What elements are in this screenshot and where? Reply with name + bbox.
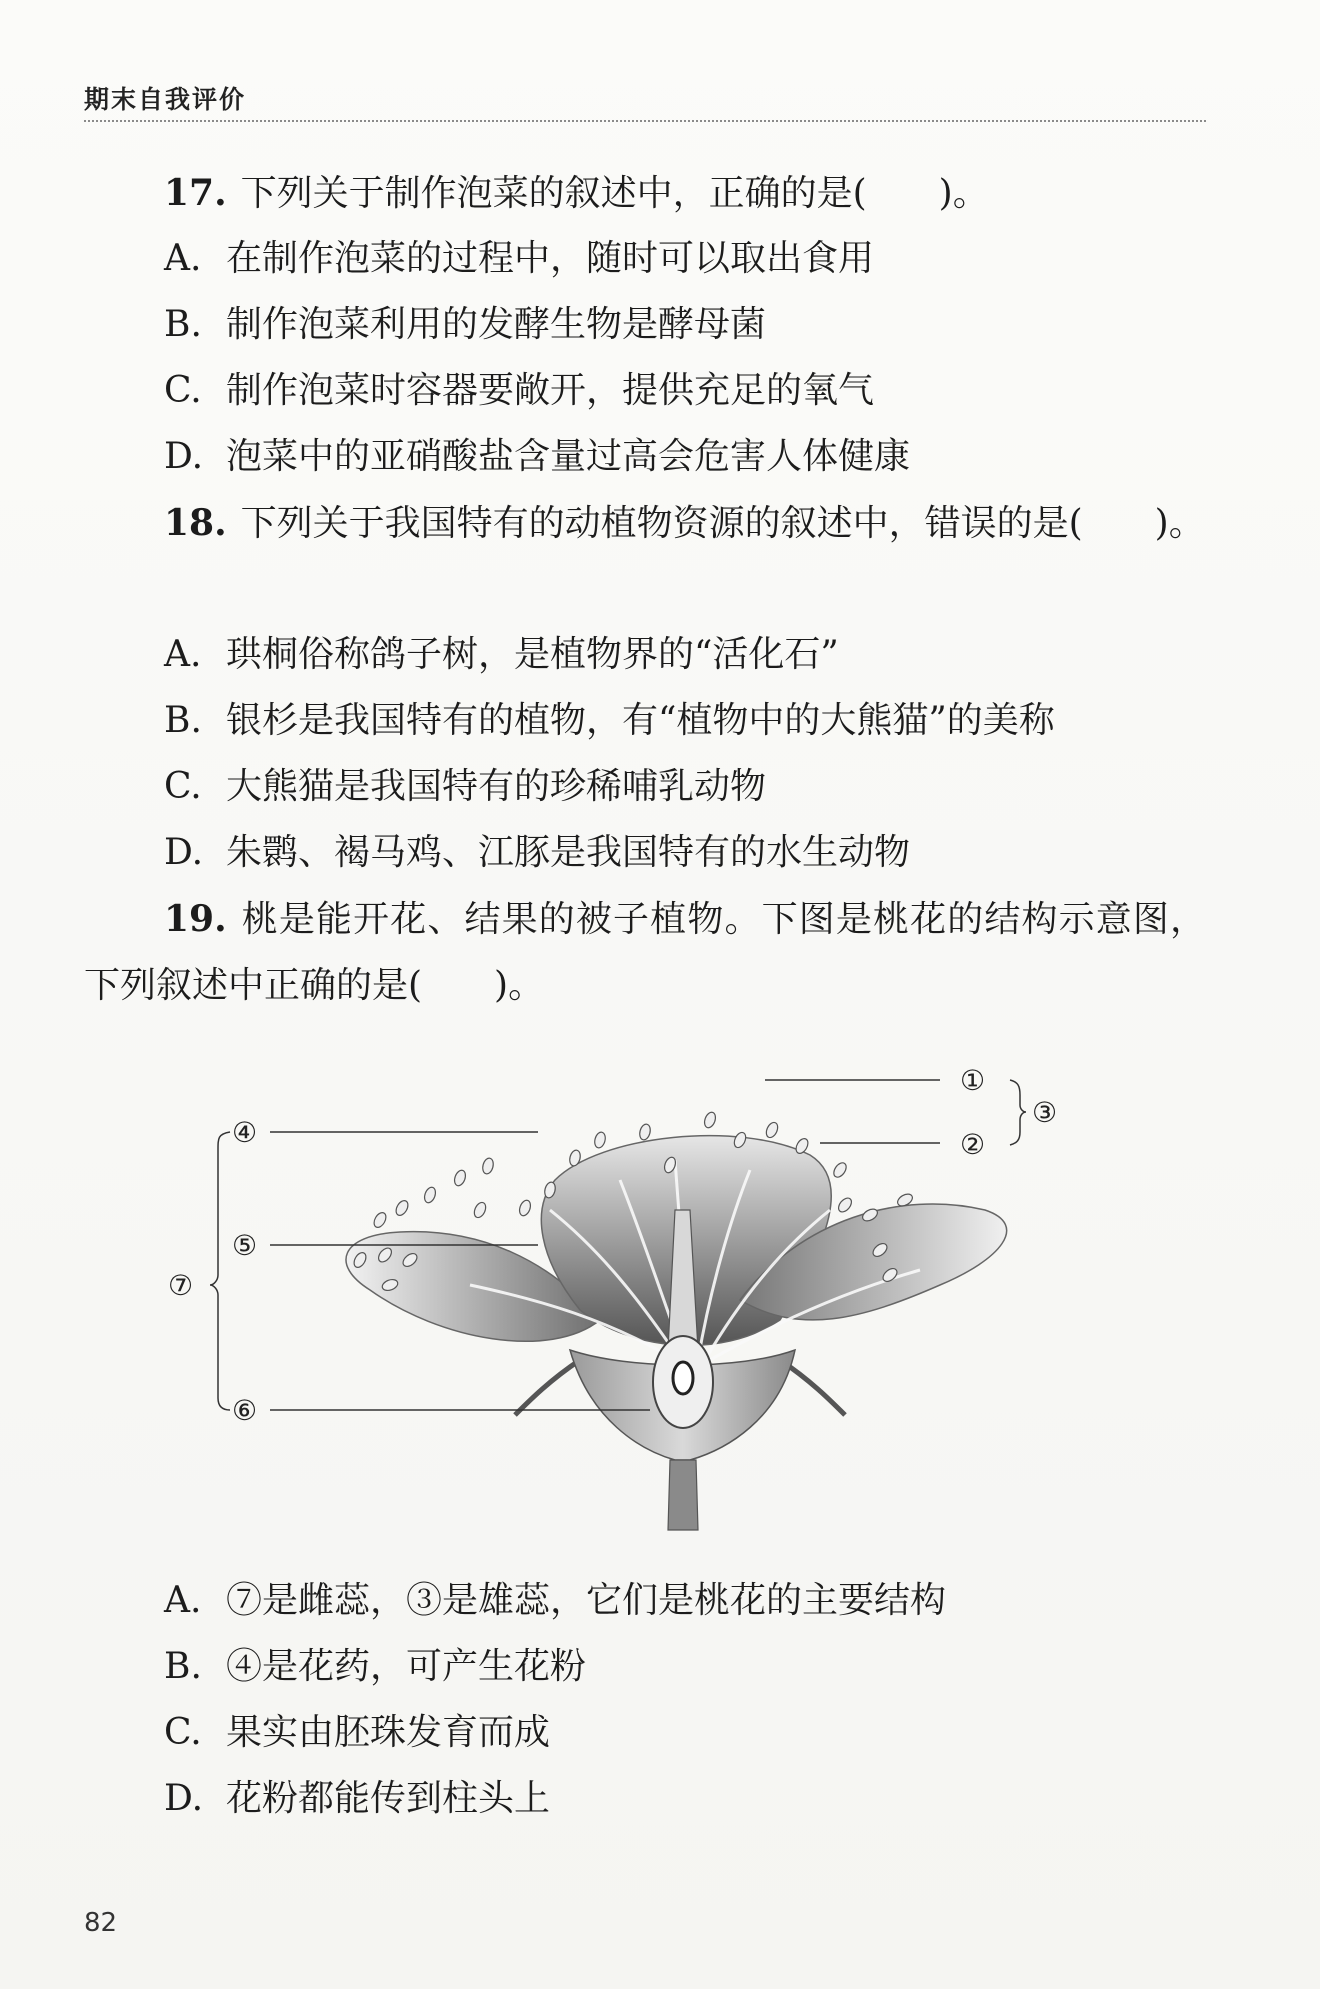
question-18 bbox=[84, 490, 1206, 557]
option-18-d bbox=[164, 820, 910, 886]
option-19-d bbox=[164, 1766, 550, 1832]
option-17-c bbox=[164, 358, 874, 424]
option-letter: A. bbox=[164, 1580, 202, 1621]
option-text: 朱鹮、褐马鸡、江豚是我国特有的水生动物 bbox=[226, 832, 911, 873]
label-3: ③ bbox=[1032, 1096, 1058, 1129]
question-number: 17. bbox=[164, 172, 227, 214]
option-letter: C. bbox=[164, 1712, 202, 1753]
question-stem: 下列关于制作泡菜的叙述中，正确的是( )。 bbox=[240, 173, 989, 214]
option-letter: B. bbox=[164, 1646, 202, 1687]
label-1: ① bbox=[960, 1064, 986, 1097]
question-19 bbox=[84, 886, 1206, 1019]
stem bbox=[668, 1460, 698, 1530]
option-letter: A. bbox=[164, 634, 202, 675]
header-divider bbox=[84, 120, 1206, 122]
label-7: ⑦ bbox=[168, 1269, 194, 1302]
option-letter: C. bbox=[164, 370, 202, 411]
label-6: ⑥ bbox=[232, 1394, 258, 1427]
option-18-b bbox=[164, 688, 1055, 754]
label-4: ④ bbox=[232, 1116, 258, 1149]
option-letter: B. bbox=[164, 304, 202, 345]
option-letter: A. bbox=[164, 238, 202, 279]
question-stem: 下列关于我国特有的动植物资源的叙述中，错误的是( )。 bbox=[240, 503, 1205, 544]
section-header: 期末自我评价 bbox=[84, 85, 247, 114]
peach-flower-diagram bbox=[168, 1060, 1100, 1520]
option-letter: B. bbox=[164, 700, 202, 741]
option-text: 果实由胚珠发育而成 bbox=[226, 1712, 551, 1753]
option-text: 花粉都能传到柱头上 bbox=[226, 1778, 551, 1819]
option-17-d bbox=[164, 424, 910, 490]
option-19-c bbox=[164, 1700, 550, 1766]
option-text: ⑦是雌蕊，③是雄蕊，它们是桃花的主要结构 bbox=[226, 1580, 947, 1621]
option-19-a bbox=[164, 1568, 946, 1634]
option-text: 在制作泡菜的过程中，随时可以取出食用 bbox=[226, 238, 875, 279]
option-text: ④是花药，可产生花粉 bbox=[226, 1646, 587, 1687]
label-2: ② bbox=[960, 1128, 986, 1161]
question-number: 19. bbox=[164, 898, 227, 940]
question-stem: 桃是能开花、结果的被子植物。下图是桃花的结构示意图，下列叙述中正确的是( )。 bbox=[84, 899, 1206, 1006]
option-text: 制作泡菜时容器要敞开，提供充足的氧气 bbox=[226, 370, 875, 411]
option-text: 大熊猫是我国特有的珍稀哺乳动物 bbox=[226, 766, 767, 807]
option-19-b bbox=[164, 1634, 586, 1700]
option-text: 泡菜中的亚硝酸盐含量过高会危害人体健康 bbox=[226, 436, 911, 477]
left-sepal bbox=[515, 1360, 580, 1415]
option-17-a bbox=[164, 226, 874, 292]
option-letter: D. bbox=[164, 1778, 204, 1819]
ovule bbox=[673, 1362, 693, 1394]
option-18-c bbox=[164, 754, 766, 820]
option-text: 制作泡菜利用的发酵生物是酵母菌 bbox=[226, 304, 767, 345]
option-17-b bbox=[164, 292, 766, 358]
option-text: 珙桐俗称鸽子树，是植物界的“活化石” bbox=[226, 634, 839, 675]
option-letter: C. bbox=[164, 766, 202, 807]
page-number: 82 bbox=[84, 1908, 118, 1938]
label-5: ⑤ bbox=[232, 1229, 258, 1262]
option-letter: D. bbox=[164, 832, 204, 873]
option-text: 银杉是我国特有的植物，有“植物中的大熊猫”的美称 bbox=[226, 700, 1055, 741]
option-letter: D. bbox=[164, 436, 204, 477]
option-18-a bbox=[164, 622, 839, 688]
question-number: 18. bbox=[164, 502, 227, 544]
question-17 bbox=[84, 160, 1206, 227]
